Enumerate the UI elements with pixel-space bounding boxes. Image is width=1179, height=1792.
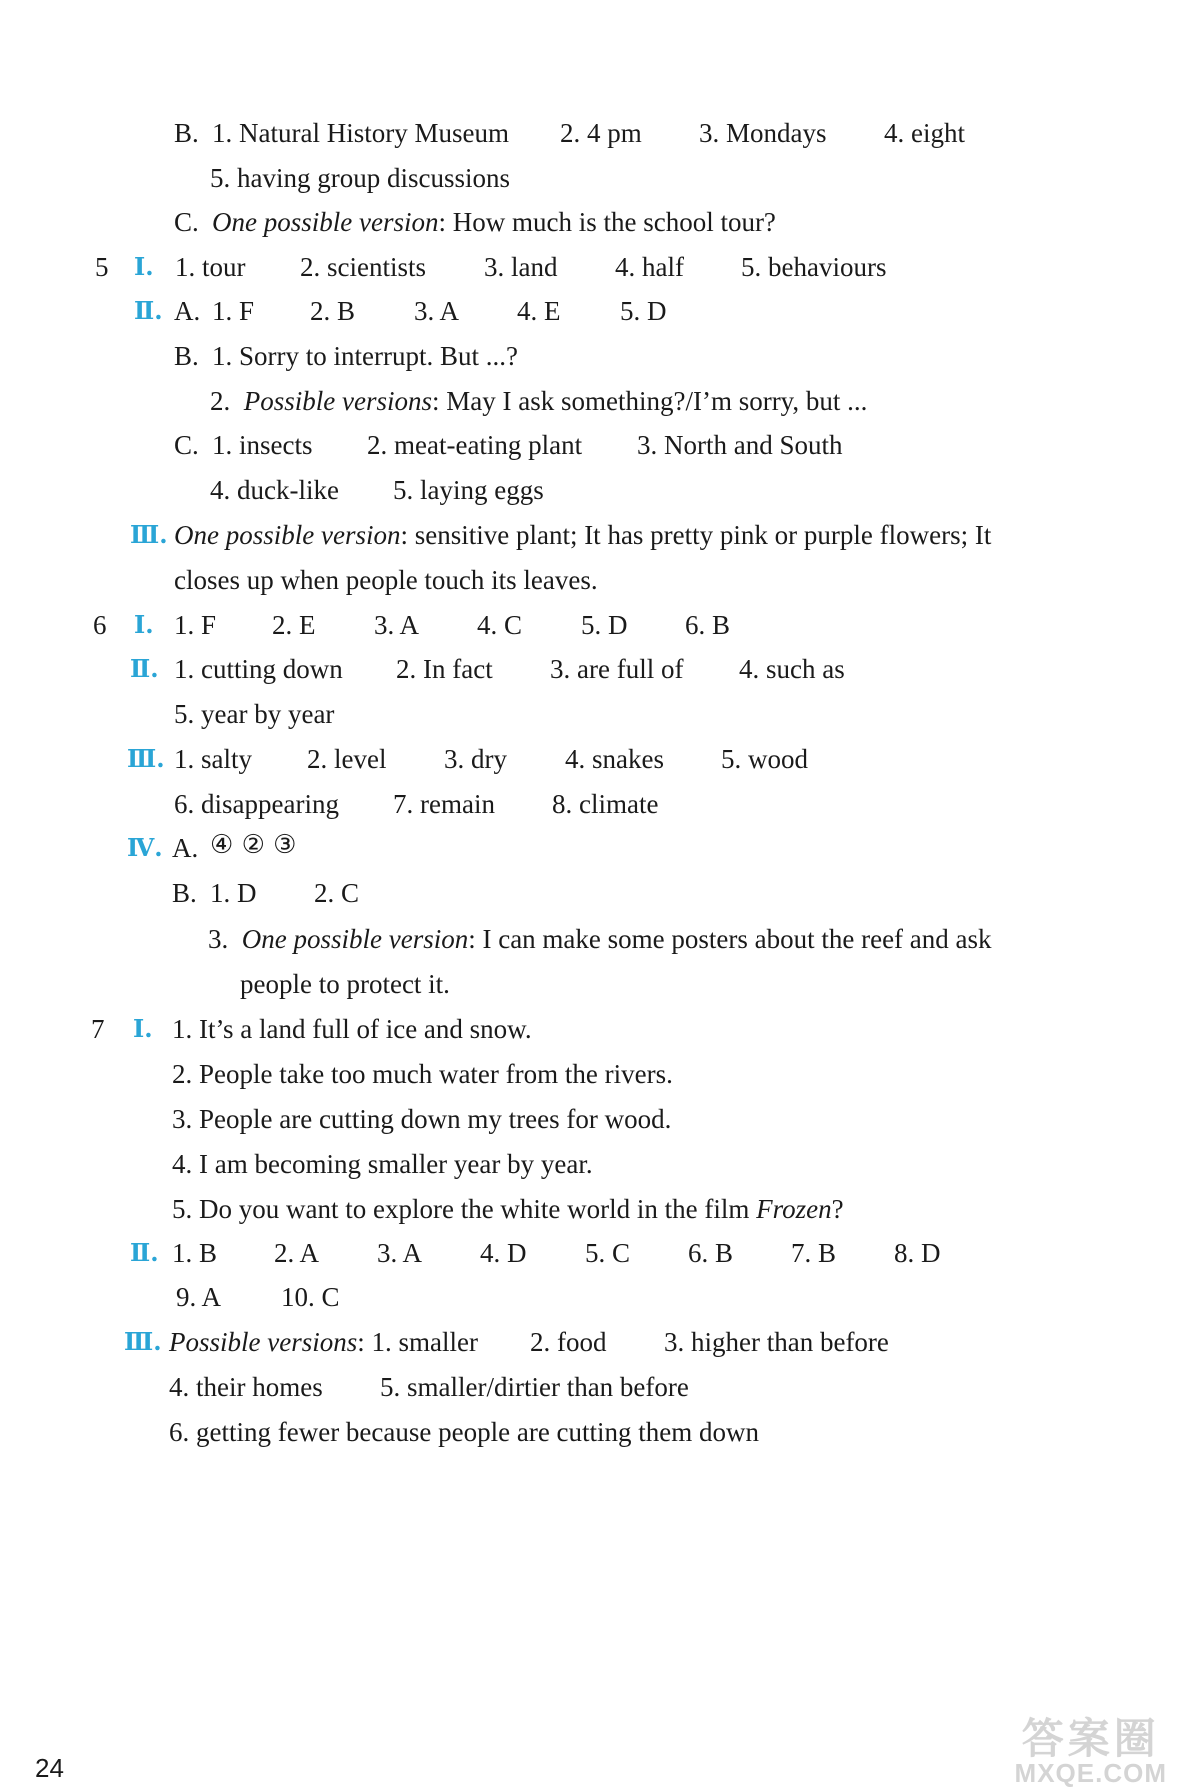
part-a-label: A. — [174, 296, 201, 326]
part-c-label: C. — [174, 430, 199, 460]
watermark-logo — [1014, 1715, 1167, 1788]
answer-item: 2. E — [272, 610, 316, 640]
answer-item: 8. D — [894, 1238, 941, 1268]
answer-item: 6. B — [688, 1238, 734, 1268]
part-b-label: B. — [172, 878, 197, 908]
roman-numeral-1: Ⅰ. — [134, 610, 154, 639]
version-lead: Possible versions — [243, 386, 432, 416]
item-number: 2. — [210, 386, 231, 416]
roman-numeral-1: Ⅰ. — [134, 252, 154, 281]
answer-item: 1. F — [212, 296, 255, 326]
film-title: Frozen — [756, 1194, 832, 1224]
answer-item: 4. their homes — [169, 1372, 323, 1402]
answer-text: : 1. smaller — [357, 1327, 478, 1357]
version-lead: One possible version — [174, 520, 401, 550]
answer-item: 4. D — [480, 1238, 527, 1268]
answer-item: 2. People take too much water from the rivers. — [172, 1059, 673, 1089]
answer-item: 2. In fact — [396, 654, 493, 684]
answer-item: 1. B — [172, 1238, 218, 1268]
version-lead: One possible version — [241, 924, 469, 954]
answer-text: 5. Do you want to explore the white world in the film — [172, 1194, 757, 1224]
watermark-line-2: MXQE.COM — [1014, 1758, 1167, 1788]
answer-item: 6. getting fewer because people are cutting them down — [169, 1417, 760, 1447]
answer-item: 5. behaviours — [741, 252, 887, 282]
answer-item: 2. scientists — [300, 252, 426, 282]
answer-item: 3. dry — [444, 744, 507, 774]
sequence-answer: ④ ② ③ — [210, 830, 297, 860]
answer-line — [212, 209, 776, 236]
answer-item: 1. It’s a land full of ice and snow. — [172, 1014, 532, 1044]
answer-text: : How much is the school tour? — [438, 207, 776, 237]
answer-item: 5. C — [585, 1238, 631, 1268]
answer-item: 1. insects — [212, 430, 313, 460]
answer-item: 1. cutting down — [174, 654, 343, 684]
answer-item: 9. A — [176, 1282, 222, 1312]
answer-item: 2. 4 pm — [560, 118, 642, 148]
answer-item: 2. A — [274, 1238, 320, 1268]
roman-numeral-4: Ⅳ. — [127, 833, 163, 862]
answer-item: 2. C — [314, 878, 360, 908]
answer-text: : I can make some posters about the reef and ask — [468, 924, 992, 954]
roman-numeral-3: Ⅲ. — [124, 1327, 162, 1356]
roman-numeral-2: Ⅱ. — [130, 1238, 159, 1267]
answer-item: 2. B — [310, 296, 356, 326]
answer-item: 2. level — [307, 744, 387, 774]
answer-item: 5. smaller/dirtier than before — [380, 1372, 689, 1402]
answer-item: 3. higher than before — [664, 1327, 889, 1357]
answer-item: 3. Mondays — [699, 118, 827, 148]
answer-item: 6. disappearing — [174, 789, 339, 819]
answer-text: ? — [831, 1194, 844, 1224]
answer-item: 1. salty — [174, 744, 252, 774]
answer-item: 4. snakes — [565, 744, 664, 774]
unit-number: 5 — [95, 252, 109, 282]
answer-item: 4. eight — [884, 118, 965, 148]
version-lead: One possible version — [212, 207, 439, 237]
part-a-label: A. — [172, 833, 199, 863]
answer-line — [169, 1329, 478, 1356]
answer-line: closes up when people touch its leaves. — [174, 565, 598, 595]
answer-item: 5. D — [581, 610, 628, 640]
answer-item: 1. F — [174, 610, 217, 640]
version-lead: Possible versions — [169, 1327, 358, 1357]
answer-item: 5. wood — [721, 744, 808, 774]
part-c-label: C. — [174, 207, 199, 237]
answer-line — [208, 926, 992, 953]
answer-item: 5. having group discussions — [210, 163, 510, 193]
roman-numeral-3: Ⅲ. — [127, 744, 165, 773]
answer-text: : sensitive plant; It has pretty pink or purple flowers; It — [400, 520, 992, 550]
answer-item: 3. are full of — [550, 654, 684, 684]
answer-item: 4. half — [615, 252, 684, 282]
answer-item: 4. E — [517, 296, 561, 326]
answer-item: 1. D — [210, 878, 257, 908]
watermark-line-1: 答案圈 — [1021, 1715, 1160, 1762]
part-b-label: B. — [174, 341, 199, 371]
answer-item: 10. C — [281, 1282, 340, 1312]
answer-item: 7. B — [791, 1238, 837, 1268]
roman-numeral-2: Ⅱ. — [134, 296, 163, 325]
answer-item: 1. Sorry to interrupt. But ...? — [212, 341, 518, 371]
answer-text: : May I ask something?/I’m sorry, but ... — [432, 386, 868, 416]
roman-numeral-1: Ⅰ. — [133, 1014, 153, 1043]
answer-item: 3. land — [484, 252, 558, 282]
unit-number: 7 — [91, 1014, 105, 1044]
answer-line — [174, 522, 991, 549]
answer-item: 6. B — [685, 610, 731, 640]
answer-item: 2. food — [530, 1327, 607, 1357]
answer-item: 4. such as — [739, 654, 845, 684]
roman-numeral-3: Ⅲ. — [130, 520, 168, 549]
answer-line — [210, 388, 867, 415]
answer-item: 5. D — [620, 296, 667, 326]
answer-item: 7. remain — [393, 789, 495, 819]
answer-item: 3. A — [377, 1238, 423, 1268]
item-number: 3. — [208, 924, 229, 954]
roman-numeral-2: Ⅱ. — [130, 654, 159, 683]
page-number: 24 — [35, 1753, 64, 1783]
answer-item: 3. A — [374, 610, 420, 640]
answer-item: 1. tour — [175, 252, 246, 282]
answer-line — [172, 1196, 844, 1223]
part-b-label: B. — [174, 118, 199, 148]
answer-item: 1. Natural History Museum — [212, 118, 509, 148]
answer-item: 2. meat-eating plant — [367, 430, 583, 460]
answer-item: 3. A — [414, 296, 460, 326]
answer-line: people to protect it. — [240, 969, 450, 999]
answer-item: 4. C — [477, 610, 523, 640]
answer-item: 8. climate — [552, 789, 659, 819]
answer-item: 5. year by year — [174, 699, 335, 729]
answer-item: 3. North and South — [637, 430, 843, 460]
answer-item: 3. People are cutting down my trees for wood. — [172, 1104, 672, 1134]
answer-item: 5. laying eggs — [393, 475, 544, 505]
answer-item: 4. I am becoming smaller year by year. — [172, 1149, 593, 1179]
answer-item: 4. duck-like — [210, 475, 339, 505]
unit-number: 6 — [93, 610, 107, 640]
